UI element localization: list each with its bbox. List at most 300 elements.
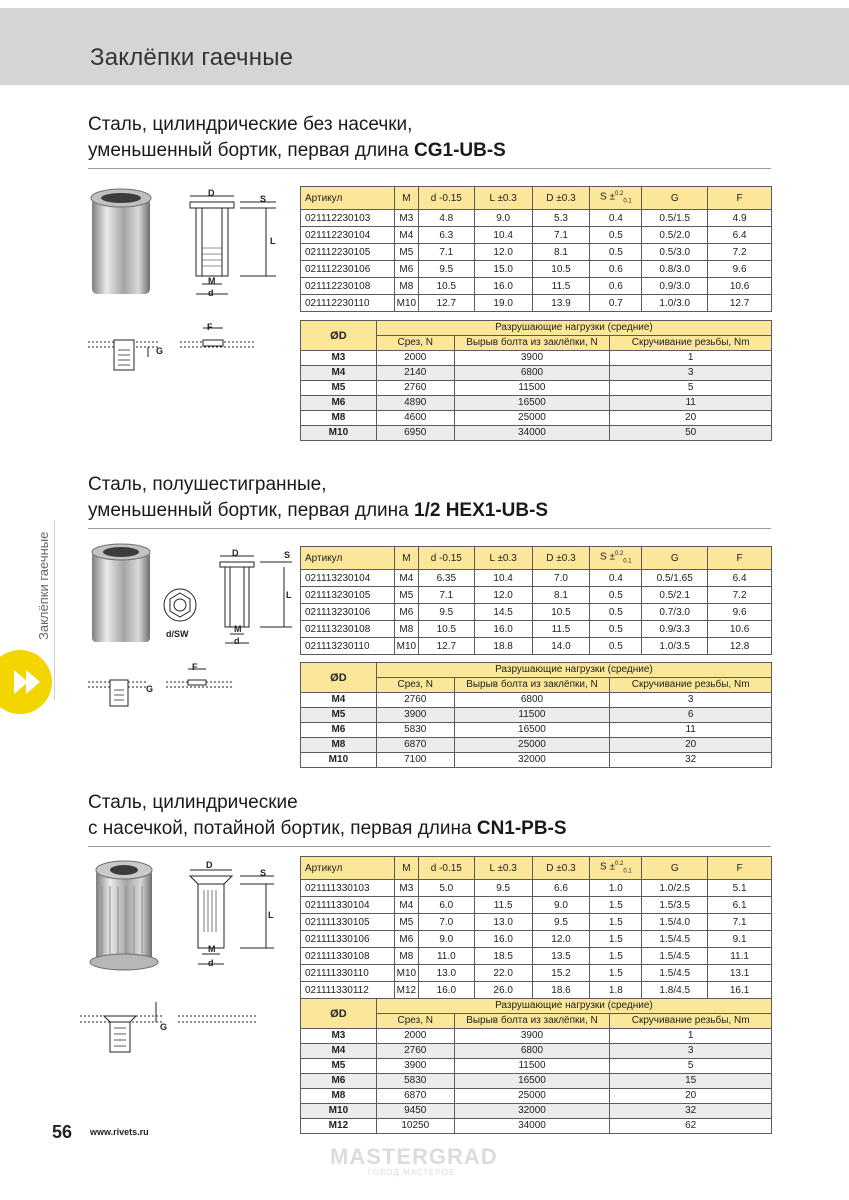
load-header: Вырыв болта из заклёпки, N (454, 336, 610, 351)
table-cell: 1.5/4.5 (642, 965, 708, 982)
table-cell: 0.5 (590, 638, 642, 655)
dim-label-d: d (208, 288, 214, 298)
table-cell: 9.0 (418, 931, 474, 948)
table-cell: M3 (394, 210, 418, 227)
table-cell: M12 (394, 982, 418, 999)
spec-header: G (642, 857, 708, 880)
spec-header: F (708, 547, 772, 570)
table-cell: 0.9/3.3 (642, 621, 708, 638)
spec-header: Артикул (301, 187, 395, 210)
table-row (301, 366, 772, 381)
table-cell: M8 (394, 621, 418, 638)
table-cell: M4 (394, 227, 418, 244)
table-cell: M10 (301, 1104, 377, 1119)
table-cell: 4600 (376, 411, 454, 426)
table-cell: 16500 (454, 396, 610, 411)
table-row (301, 261, 772, 278)
table-cell: 18.6 (532, 982, 590, 999)
load-header-row (301, 999, 772, 1014)
section-title-line2: уменьшенный бортик, первая длина (88, 500, 414, 521)
table-cell: 9.6 (708, 604, 772, 621)
table-cell: M10 (394, 295, 418, 312)
dim-label-D: D (208, 188, 215, 198)
spec-header: M (394, 187, 418, 210)
table-row (301, 1044, 772, 1059)
table-cell: 6950 (376, 426, 454, 441)
table-cell: 021111330103 (301, 880, 395, 897)
table-cell: 10.5 (418, 278, 474, 295)
technical-drawing (180, 188, 280, 308)
table-cell: 9.5 (418, 604, 474, 621)
spec-header: D ±0.3 (532, 547, 590, 570)
table-cell: 13.5 (532, 948, 590, 965)
table-cell: 10.6 (708, 278, 772, 295)
table-cell: 6800 (454, 1044, 610, 1059)
table-cell: 021112230103 (301, 210, 395, 227)
table-cell: M3 (394, 880, 418, 897)
table-cell: 11.5 (532, 278, 590, 295)
table-cell: 16.0 (474, 621, 532, 638)
table-cell: 6.35 (418, 570, 474, 587)
sidebar-label: Заклёпки гаечные (36, 531, 51, 640)
table-cell: 021111330112 (301, 982, 395, 999)
table-row (301, 931, 772, 948)
od-header: ØD (301, 663, 377, 693)
table-cell: 20 (610, 411, 772, 426)
table-cell: 6870 (376, 738, 454, 753)
section-title-2 (88, 472, 548, 524)
table-cell: 0.9/3.0 (642, 278, 708, 295)
table-cell: M8 (394, 948, 418, 965)
table-cell: 25000 (454, 1089, 610, 1104)
table-cell: M5 (301, 708, 377, 723)
dim-label-d: d (234, 636, 240, 646)
sw-label: d/SW (166, 629, 189, 639)
table-cell: 6870 (376, 1089, 454, 1104)
sidebar-divider (54, 520, 55, 700)
table-cell: 32000 (454, 1104, 610, 1119)
table-cell: 9450 (376, 1104, 454, 1119)
table-cell: M4 (301, 366, 377, 381)
table-cell: 2760 (376, 381, 454, 396)
table-cell: 7.2 (708, 244, 772, 261)
table-row (301, 351, 772, 366)
table-cell: 7.0 (532, 570, 590, 587)
load-table (300, 662, 772, 768)
table-cell: 5 (610, 381, 772, 396)
table-cell: 14.5 (474, 604, 532, 621)
technical-drawing (212, 548, 294, 653)
table-cell: 10.5 (532, 604, 590, 621)
spec-header-row (301, 857, 772, 880)
installation-drawing (88, 322, 263, 377)
load-header: Срез, N (376, 678, 454, 693)
table-cell: 2140 (376, 366, 454, 381)
table-cell: 1.5 (590, 965, 642, 982)
table-row (301, 278, 772, 295)
table-row (301, 1074, 772, 1089)
table-cell: 021113230110 (301, 638, 395, 655)
table-cell: M5 (394, 587, 418, 604)
table-cell: M5 (301, 1059, 377, 1074)
table-cell: M6 (301, 1074, 377, 1089)
table-cell: 10.6 (708, 621, 772, 638)
table-cell: 021112230104 (301, 227, 395, 244)
table-cell: 11.5 (474, 897, 532, 914)
table-cell: 32 (610, 1104, 772, 1119)
table-cell: 12.0 (474, 587, 532, 604)
table-cell: 3900 (376, 1059, 454, 1074)
table-cell: 13.0 (474, 914, 532, 931)
spec-header-row (301, 187, 772, 210)
table-cell: M4 (301, 1044, 377, 1059)
spec-header: M (394, 857, 418, 880)
spec-table (300, 546, 772, 655)
table-cell: 9.0 (474, 210, 532, 227)
table-cell: 9.5 (418, 261, 474, 278)
table-cell: 1.5/4.5 (642, 931, 708, 948)
fast-forward-icon (0, 650, 52, 714)
spec-header: Артикул (301, 857, 395, 880)
spec-header: D ±0.3 (532, 187, 590, 210)
page-number: 56 (52, 1122, 73, 1142)
table-row (301, 621, 772, 638)
dim-label-L: L (268, 910, 274, 920)
dim-label-S: S (260, 868, 267, 878)
section-title-line2: с насечкой, потайной бортик, первая длина (88, 818, 477, 839)
table-cell: 7.1 (418, 244, 474, 261)
table-cell: M6 (394, 604, 418, 621)
technical-drawing (182, 862, 277, 977)
hex-end-view (160, 585, 200, 639)
table-cell: 1.5 (590, 948, 642, 965)
installation-drawing (80, 998, 260, 1063)
table-cell: 5 (610, 1059, 772, 1074)
installation-drawing (88, 664, 238, 713)
table-cell: 16.0 (474, 931, 532, 948)
table-cell: 10.5 (532, 261, 590, 278)
table-cell: 6.0 (418, 897, 474, 914)
table-cell: 0.8/3.0 (642, 261, 708, 278)
table-cell: 8.1 (532, 244, 590, 261)
table-cell: 6800 (454, 366, 610, 381)
table-row (301, 693, 772, 708)
table-cell: 0.5 (590, 244, 642, 261)
spec-header: F (708, 187, 772, 210)
table-row (301, 587, 772, 604)
table-cell: 9.5 (474, 880, 532, 897)
table-cell: 20 (610, 1089, 772, 1104)
table-cell: 021113230105 (301, 587, 395, 604)
table-row (301, 1059, 772, 1074)
table-cell: 021112230106 (301, 261, 395, 278)
spec-header: G (642, 187, 708, 210)
section-rule (88, 528, 771, 529)
dim-label-G: G (160, 1022, 168, 1032)
table-cell: 6.3 (418, 227, 474, 244)
product-code: CN1-PB-S (476, 818, 567, 839)
table-cell: 021112230105 (301, 244, 395, 261)
load-table (300, 320, 772, 441)
table-cell: 4.8 (418, 210, 474, 227)
table-cell: 3 (610, 366, 772, 381)
section-title-line1: Сталь, цилиндрические (88, 792, 298, 813)
table-cell: 021111330110 (301, 965, 395, 982)
table-cell: 12.7 (708, 295, 772, 312)
table-cell: M8 (301, 738, 377, 753)
dim-label-M: M (234, 624, 242, 634)
table-cell: M6 (394, 931, 418, 948)
table-cell: 3900 (376, 708, 454, 723)
table-cell: 1.8/4.5 (642, 982, 708, 999)
table-row (301, 396, 772, 411)
table-cell: 021111330105 (301, 914, 395, 931)
table-cell: 0.7 (590, 295, 642, 312)
section-title-line1: Сталь, цилиндрические без насечки, (88, 114, 413, 135)
load-header: Вырыв болта из заклёпки, N (454, 678, 610, 693)
table-row (301, 604, 772, 621)
dim-label-M: M (208, 276, 216, 286)
table-cell: 26.0 (474, 982, 532, 999)
spec-header: Артикул (301, 547, 395, 570)
table-row (301, 914, 772, 931)
table-cell: 50 (610, 426, 772, 441)
table-cell: 1.8 (590, 982, 642, 999)
table-cell: M6 (301, 723, 377, 738)
table-cell: M10 (301, 426, 377, 441)
table-cell: 7.1 (418, 587, 474, 604)
spec-header: L ±0.3 (474, 857, 532, 880)
dim-label-D: D (232, 548, 239, 558)
site-link[interactable]: www.rivets.ru (90, 1127, 149, 1137)
table-cell: M8 (301, 411, 377, 426)
table-cell: 9.5 (532, 914, 590, 931)
table-cell: 11.0 (418, 948, 474, 965)
table-cell: 0.6 (590, 261, 642, 278)
table-cell: 7.1 (708, 914, 772, 931)
load-header: Срез, N (376, 1014, 454, 1029)
table-cell: 11.1 (708, 948, 772, 965)
table-cell: 4890 (376, 396, 454, 411)
table-cell: 32 (610, 753, 772, 768)
table-cell: 5.0 (418, 880, 474, 897)
table-cell: 021111330108 (301, 948, 395, 965)
dim-label-L: L (270, 236, 276, 246)
table-cell: 11 (610, 723, 772, 738)
spec-header: L ±0.3 (474, 187, 532, 210)
table-cell: 12.8 (708, 638, 772, 655)
table-row (301, 411, 772, 426)
load-title: Разрушающие нагрузки (средние) (376, 321, 771, 336)
table-cell: M10 (394, 638, 418, 655)
table-cell: 12.7 (418, 638, 474, 655)
table-cell: 1.5/4.0 (642, 914, 708, 931)
table-cell: 12.7 (418, 295, 474, 312)
spec-header: D ±0.3 (532, 857, 590, 880)
table-cell: M6 (394, 261, 418, 278)
od-header: ØD (301, 321, 377, 351)
table-cell: 0.5 (590, 621, 642, 638)
table-cell: M3 (301, 1029, 377, 1044)
table-row (301, 965, 772, 982)
table-cell: 1.5 (590, 897, 642, 914)
table-row (301, 1119, 772, 1134)
section-title-1 (88, 112, 506, 164)
table-cell: 021111330104 (301, 897, 395, 914)
rivet-photo (84, 856, 164, 981)
table-cell: 62 (610, 1119, 772, 1134)
section-title-line1: Сталь, полушестигранные, (88, 474, 327, 495)
table-row (301, 1029, 772, 1044)
table-cell: 9.0 (532, 897, 590, 914)
table-cell: 0.5 (590, 604, 642, 621)
table-cell: 16.0 (418, 982, 474, 999)
table-cell: 11500 (454, 1059, 610, 1074)
table-cell: M10 (301, 753, 377, 768)
table-cell: 0.7/3.0 (642, 604, 708, 621)
table-cell: 3 (610, 693, 772, 708)
table-cell: 15.0 (474, 261, 532, 278)
table-cell: 11500 (454, 381, 610, 396)
table-cell: 9.1 (708, 931, 772, 948)
table-cell: M10 (394, 965, 418, 982)
load-header: Вырыв болта из заклёпки, N (454, 1014, 610, 1029)
table-cell: 0.5/1.65 (642, 570, 708, 587)
table-cell: 12.0 (474, 244, 532, 261)
table-cell: 16500 (454, 723, 610, 738)
spec-table (300, 856, 772, 999)
dim-label-d: d (208, 958, 214, 968)
table-cell: 021113230108 (301, 621, 395, 638)
table-cell: 7.0 (418, 914, 474, 931)
table-cell: M4 (394, 570, 418, 587)
table-cell: 11 (610, 396, 772, 411)
table-cell: 7.1 (532, 227, 590, 244)
table-cell: 13.1 (708, 965, 772, 982)
table-cell: 0.4 (590, 210, 642, 227)
table-cell: 6800 (454, 693, 610, 708)
table-cell: 0.5 (590, 227, 642, 244)
table-cell: 0.5/2.1 (642, 587, 708, 604)
table-cell: M8 (394, 278, 418, 295)
table-cell: 22.0 (474, 965, 532, 982)
spec-header-s: S ±$^{0.2}_{0.1}$ (590, 547, 642, 570)
rivet-photo (86, 184, 156, 309)
spec-header: d -0.15 (418, 857, 474, 880)
od-header: ØD (301, 999, 377, 1029)
table-cell: 0.5/2.0 (642, 227, 708, 244)
table-cell: 32000 (454, 753, 610, 768)
table-row (301, 753, 772, 768)
watermark-subtitle: ГОРОД МАСТЕРОВ (368, 1168, 456, 1177)
table-cell: 6.4 (708, 570, 772, 587)
table-cell: 0.5/3.0 (642, 244, 708, 261)
spec-header: F (708, 857, 772, 880)
table-cell: 2760 (376, 693, 454, 708)
table-row (301, 1104, 772, 1119)
table-row (301, 723, 772, 738)
table-cell: 13.9 (532, 295, 590, 312)
table-cell: 1.5/4.5 (642, 948, 708, 965)
table-row (301, 738, 772, 753)
load-header: Срез, N (376, 336, 454, 351)
table-row (301, 570, 772, 587)
table-cell: 11.5 (532, 621, 590, 638)
table-cell: 10250 (376, 1119, 454, 1134)
table-cell: 7100 (376, 753, 454, 768)
table-cell: M5 (394, 914, 418, 931)
table-cell: 8.1 (532, 587, 590, 604)
dim-label-F: F (207, 322, 213, 332)
table-cell: 10.4 (474, 570, 532, 587)
table-cell: M4 (394, 897, 418, 914)
dim-label-S: S (284, 550, 291, 560)
section-title-3 (88, 790, 567, 842)
table-cell: 14.0 (532, 638, 590, 655)
table-cell: 13.0 (418, 965, 474, 982)
table-cell: 6.4 (708, 227, 772, 244)
table-row (301, 210, 772, 227)
load-header-row (301, 321, 772, 336)
table-cell: M12 (301, 1119, 377, 1134)
table-cell: 1 (610, 1029, 772, 1044)
table-cell: 3900 (454, 1029, 610, 1044)
table-cell: M8 (301, 1089, 377, 1104)
table-cell: 6.6 (532, 880, 590, 897)
table-cell: 6 (610, 708, 772, 723)
table-cell: 12.0 (532, 931, 590, 948)
load-header-row (301, 663, 772, 678)
table-cell: 15.2 (532, 965, 590, 982)
table-cell: 16500 (454, 1074, 610, 1089)
page-title: Заклёпки гаечные (90, 44, 294, 71)
table-cell: 15 (610, 1074, 772, 1089)
table-row (301, 244, 772, 261)
table-cell: M3 (301, 351, 377, 366)
table-cell: 18.5 (474, 948, 532, 965)
table-cell: 0.6 (590, 278, 642, 295)
dim-label-G: G (146, 684, 154, 694)
spec-header-row (301, 547, 772, 570)
section-title-line2: уменьшенный бортик, первая длина (88, 140, 414, 161)
table-cell: 1.0/2.5 (642, 880, 708, 897)
section-rule (88, 846, 771, 847)
dim-label-D: D (206, 860, 213, 870)
load-title: Разрушающие нагрузки (средние) (376, 663, 771, 678)
table-cell: 021111330106 (301, 931, 395, 948)
table-cell: 10.5 (418, 621, 474, 638)
load-header: Скручивание резьбы, Nm (610, 1014, 772, 1029)
table-cell: 34000 (454, 1119, 610, 1134)
table-cell: 1.5 (590, 931, 642, 948)
table-cell: 1.0/3.5 (642, 638, 708, 655)
table-cell: 2000 (376, 351, 454, 366)
table-cell: 25000 (454, 411, 610, 426)
table-cell: 5830 (376, 723, 454, 738)
table-row (301, 227, 772, 244)
table-cell: M4 (301, 693, 377, 708)
table-cell: 1.5/3.5 (642, 897, 708, 914)
table-cell: 0.5/1.5 (642, 210, 708, 227)
load-header: Скручивание резьбы, Nm (610, 678, 772, 693)
table-cell: 19.0 (474, 295, 532, 312)
table-cell: 1.0 (590, 880, 642, 897)
table-cell: 5830 (376, 1074, 454, 1089)
spec-header: d -0.15 (418, 547, 474, 570)
table-cell: 2760 (376, 1044, 454, 1059)
table-cell: 9.6 (708, 261, 772, 278)
table-cell: 5.1 (708, 880, 772, 897)
